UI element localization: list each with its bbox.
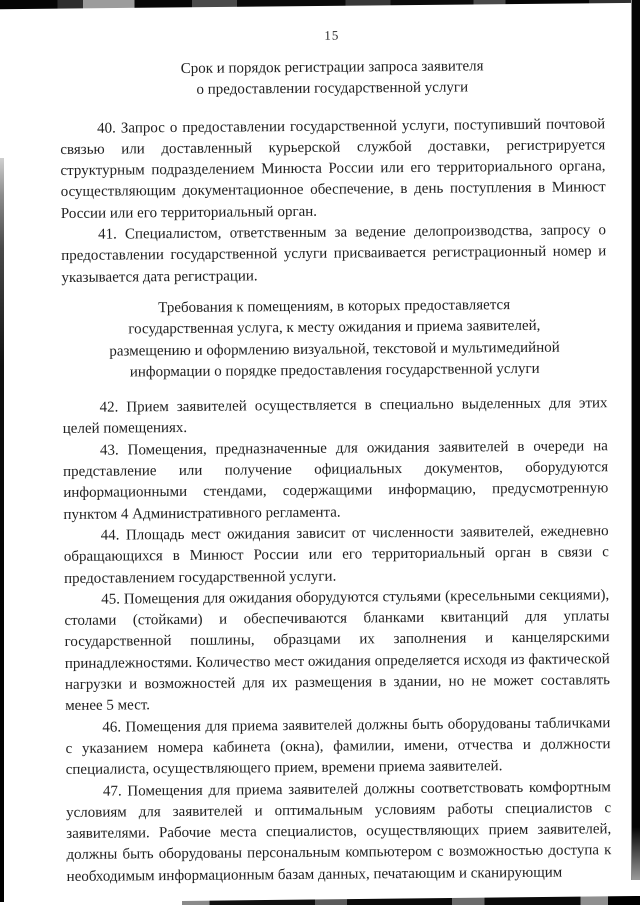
heading-line: о предоставлении государственной услуги bbox=[196, 79, 469, 99]
scan-edge-bottom bbox=[182, 896, 640, 905]
scan-edge-right bbox=[631, 0, 640, 880]
heading-premises-requirements bbox=[62, 294, 608, 384]
paragraph-46: 46. Помещения для приема заявителей должны быть оборудованы табличками с указанием номера кабинета (окна), фамилии, имени, отчества и должности специалиста, осуществляющего прием, времени приема заявителей. bbox=[65, 714, 611, 779]
scan-edge-top bbox=[0, 0, 640, 10]
scan-edge-left bbox=[0, 158, 4, 902]
heading-line: государственная услуга, к месту ожидания и приема заявителей, bbox=[128, 318, 541, 338]
paragraph-47: 47. Помещения для приема заявителей должны соответствовать комфортным условиям для заявителей и оптимальным условиям работы специалистов с заявителями. Рабочие места специалистов, осуществляющих прием заявителей, должны быть оборудованы персональным компьютером с возможностью доступа к необходимым информационным базам данных, печатающим и сканирующим bbox=[66, 778, 612, 885]
paragraph-40: 40. Запрос о предоставлении государственной услуги, поступивший почтовой связью или доставленный курьерской службой доставки, регистрируется структурным подразделением Минюста России или его территориального органа, осуществляющим документационное обеспечение, в день поступления в Минюст России или его территориальный орган. bbox=[60, 115, 606, 222]
heading-line: информации о порядке предоставления государственной услуги bbox=[129, 360, 540, 381]
paragraph-42: 42. Прием заявителей осуществляется в специально выделенных для этих целей помещениях. bbox=[62, 395, 608, 438]
heading-line: размещению и оформлению визуальной, текстовой и мультимедийной bbox=[109, 339, 560, 360]
heading-registration-term bbox=[60, 55, 605, 102]
document-page bbox=[59, 25, 611, 888]
heading-line: Требования к помещениям, в которых предоставляется bbox=[158, 297, 511, 317]
paragraph-43: 43. Помещения, предназначенные для ожидания заявителей в очереди на представление или получение официальных документов, оборудуются информационными стендами, содержащими информацию, предусмотренную пунктом 4 Административного регламента. bbox=[63, 437, 609, 523]
paragraph-41: 41. Специалистом, ответственным за ведение делопроизводства, запросу о предоставлении государственной услуги присваивается регистрационный номер и указывается дата регистрации. bbox=[61, 222, 607, 286]
paragraph-45: 45. Помещения для ожидания оборудуются стульями (кресельными секциями), столами (стойками) и обеспечиваются бланками квитанций для уплаты государственной пошлины, образцами их заполнения и канцелярскими принадлежностями. Количество мест ожидания определяется исходя из фактической нагрузки и возможностей для их размещения в здании, но не может составлять менее 5 мест. bbox=[64, 587, 611, 715]
paragraph-44: 44. Площадь мест ожидания зависит от численности заявителей, ежедневно обращающихся в Минюст России или его территориальный орган в связи с предоставлением государственной услуги. bbox=[63, 523, 609, 587]
heading-line: Срок и порядок регистрации запроса заявителя bbox=[180, 58, 484, 77]
page-number: 15 bbox=[324, 27, 340, 43]
